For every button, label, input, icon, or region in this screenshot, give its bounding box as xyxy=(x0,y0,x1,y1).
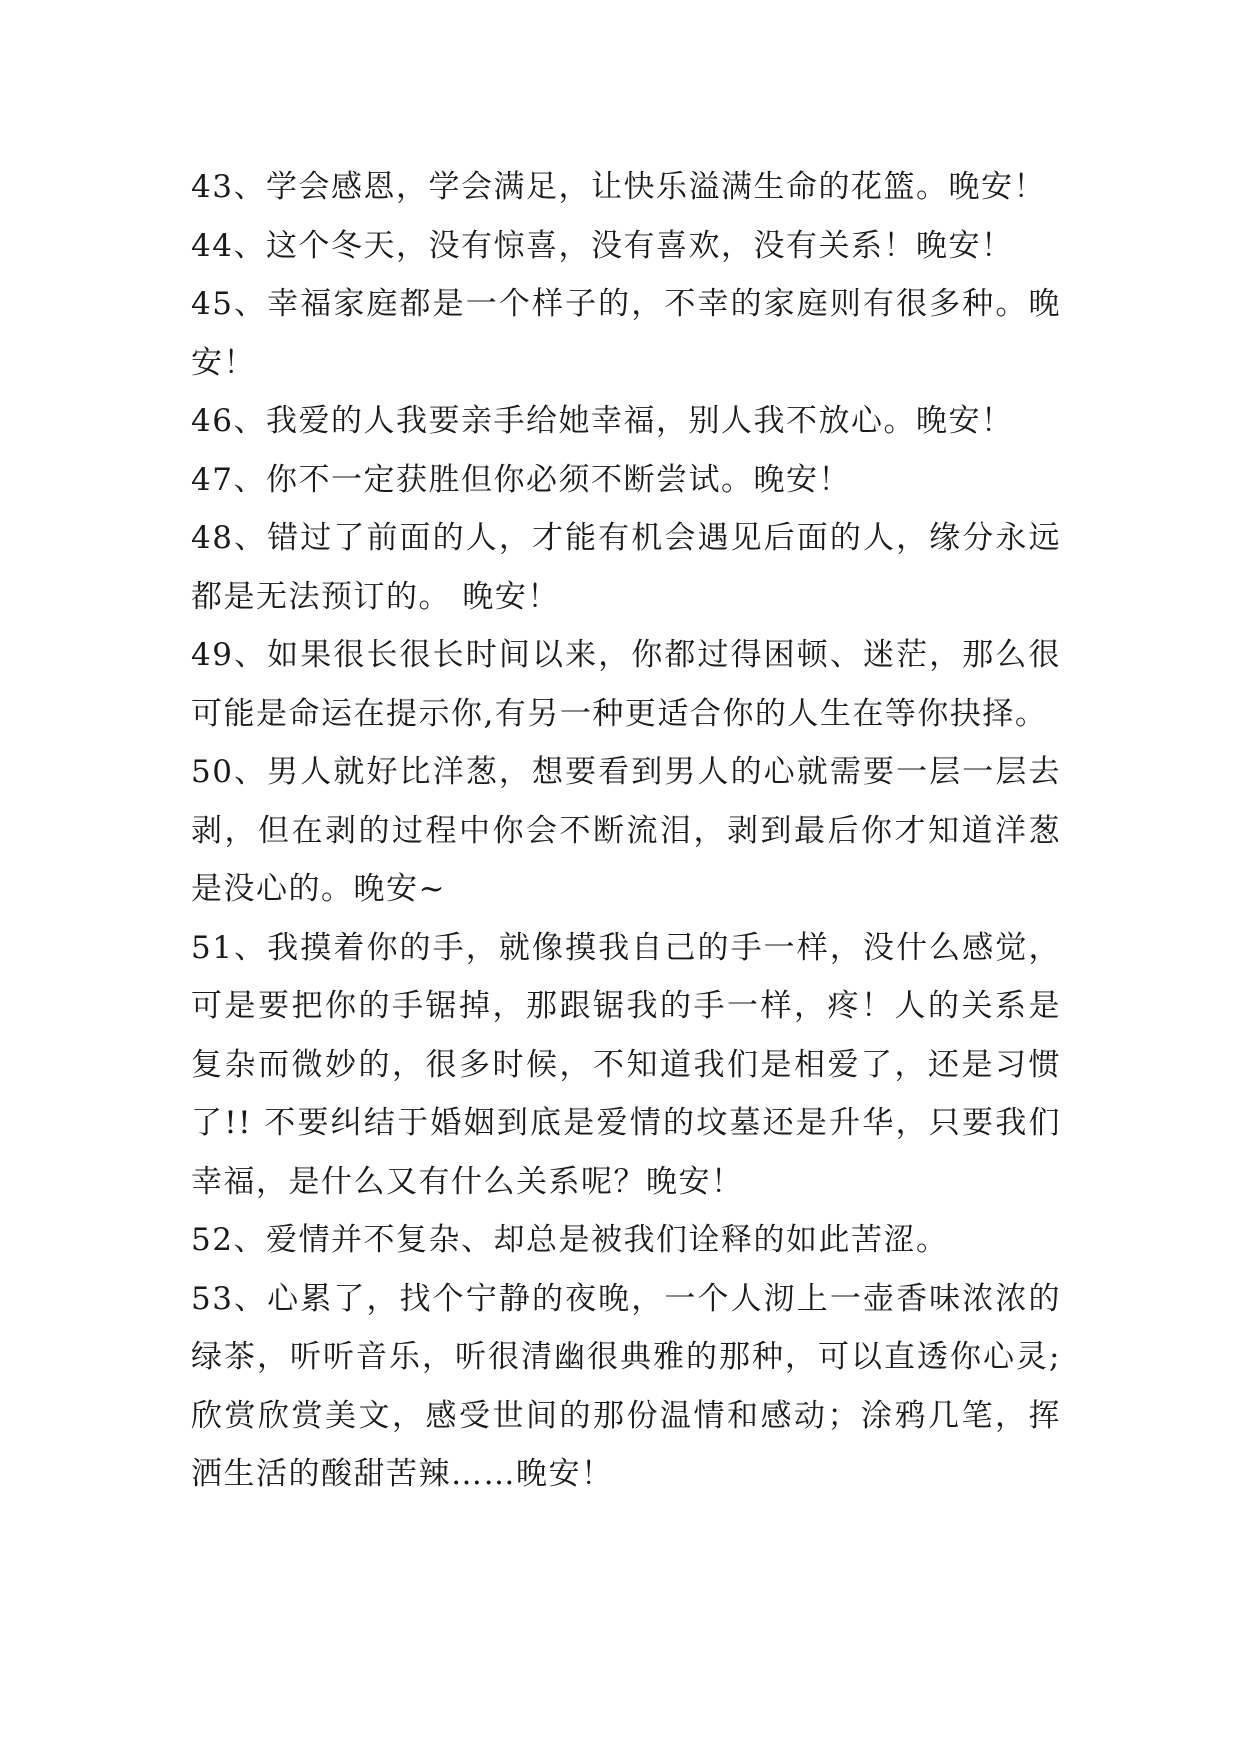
document-body xyxy=(191,158,1061,1504)
paragraph-46: 46、我爱的人我要亲手给她幸福，别人我不放心。晚安！ xyxy=(191,403,1014,439)
paragraph-49: 49、如果很长很长时间以来，你都过得困顿、迷茫，那么很可能是命运在提示你,有另一种更适合你的人生在等你抉择。 xyxy=(191,637,1061,732)
paragraph-52: 52、爱情并不复杂、却总是被我们诠释的如此苦涩。 xyxy=(191,1222,949,1258)
paragraph-43: 43、学会感恩，学会满足，让快乐溢满生命的花篮。晚安！ xyxy=(191,169,1046,205)
paragraph-44: 44、这个冬天，没有惊喜，没有喜欢，没有关系！晚安！ xyxy=(191,227,1014,264)
paragraph-50: 50、男人就好比洋葱，想要看到男人的心就需要一层一层去剥，但在剥的过程中你会不断流泪，剥到最后你才知道洋葱是没心的。晚安~ xyxy=(191,754,1061,907)
paragraph-53: 53、心累了，找个宁静的夜晚，一个人沏上一壶香味浓浓的绿茶，听听音乐，听很清幽很典雅的那种，可以直透你心灵;欣赏欣赏美文，感受世间的那份温情和感动；涂鸦几笔，挥洒生活的酸甜苦辣……晚安！ xyxy=(191,1280,1061,1492)
paragraph-45: 45、幸福家庭都是一个样子的，不幸的家庭则有很多种。晚安！ xyxy=(191,286,1061,381)
paragraph-48: 48、错过了前面的人，才能有机会遇见后面的人，缘分永远都是无法预订的。 晚安！ xyxy=(191,520,1061,615)
paragraph-47: 47、你不一定获胜但你必须不断尝试。晚安！ xyxy=(191,461,851,498)
paragraph-51: 51、我摸着你的手，就像摸我自己的手一样，没什么感觉，可是要把你的手锯掉，那跟锯我的手一样，疼！人的关系是复杂而微妙的，很多时候，不知道我们是相爱了，还是习惯了!! 不要纠结于婚姻到底是爱情的坟墓还是升华，只要我们幸福，是什么又有什么关系呢？晚安！ xyxy=(191,929,1061,1200)
